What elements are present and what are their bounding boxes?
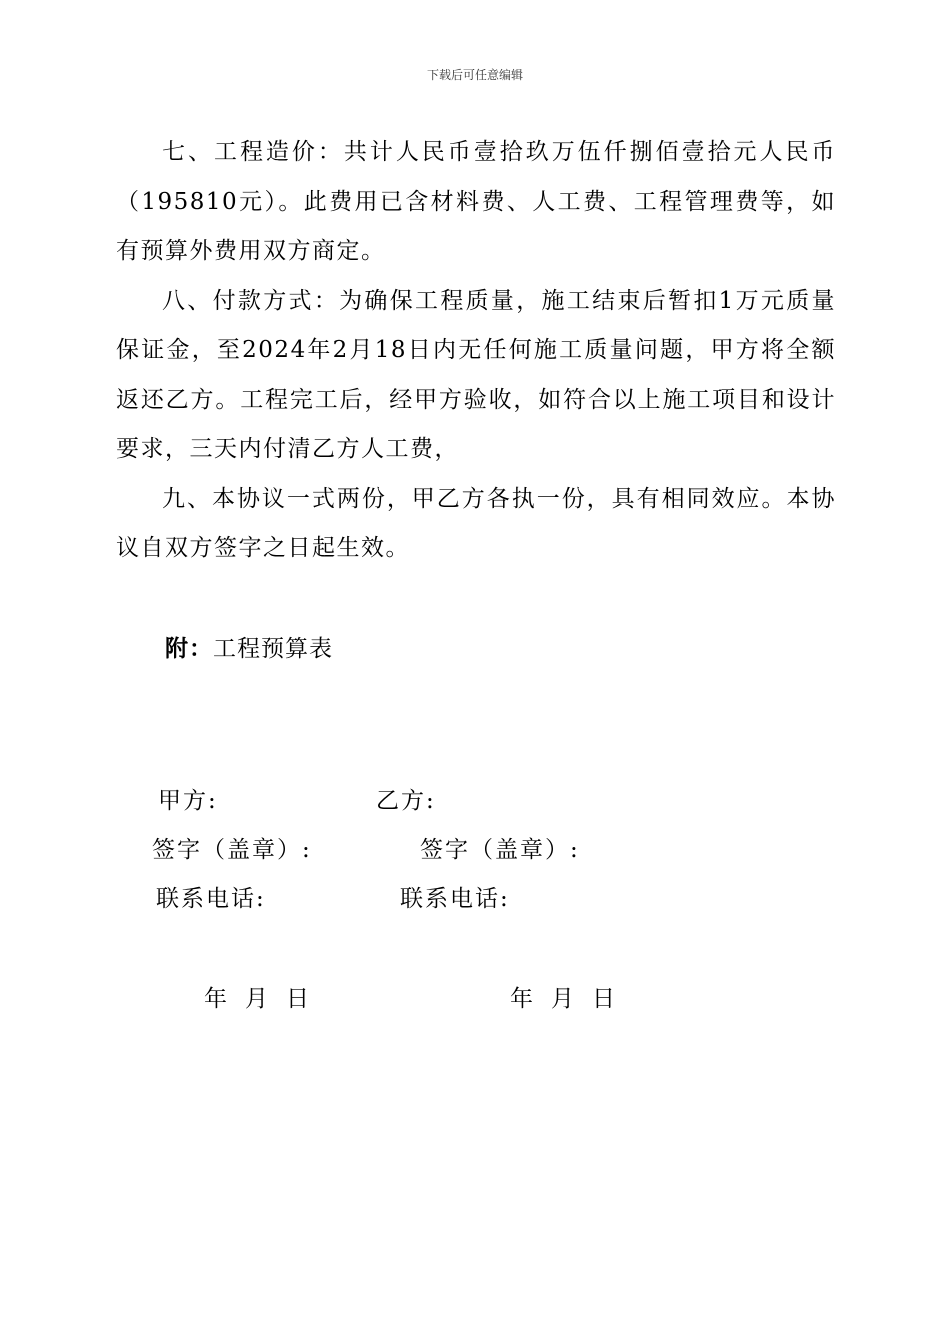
clause-eight-payment: 八、付款方式：为确保工程质量，施工结束后暂扣1万元质量保证金，至2024年2月18日内无任何施工质量问题，甲方将全额返还乙方。工程完工后，经甲方验收，如符合以上施工项目和设计要求，三天内付清乙方人工费， (116, 287, 836, 462)
clause-seven-price: 七、工程造价：共计人民币壹拾玖万伍仟捌佰壹拾元人民币（195810元）。此费用已含材料费、人工费、工程管理费等，如有预算外费用双方商定。 (116, 139, 836, 264)
party-b-sign-label: 签字（盖章）: (420, 837, 580, 863)
party-a-phone-label: 联系电话: (156, 886, 266, 912)
date-month-label: 月 (245, 986, 270, 1012)
attachment-label: 附： (165, 635, 213, 662)
party-a-label: 甲方: (158, 788, 218, 814)
date-day-label: 日 (592, 986, 617, 1012)
attachment-title: 工程预算表 (213, 636, 333, 662)
party-b-phone-label: 联系电话: (400, 886, 510, 912)
date-day-label: 日 (286, 986, 311, 1012)
contract-body (116, 128, 836, 574)
attachment-line (165, 630, 333, 663)
party-a-sign-label: 签字（盖章）: (152, 837, 312, 863)
date-month-label: 月 (551, 986, 576, 1012)
date-year-label: 年 (510, 986, 535, 1012)
clause-nine-validity: 九、本协议一式两份，甲乙方各执一份，具有相同效应。本协议自双方签字之日起生效。 (116, 485, 836, 561)
party-b-date (510, 980, 633, 1013)
header-note: 下载后可任意编辑 (426, 68, 523, 82)
party-a-date (204, 980, 327, 1013)
date-year-label: 年 (204, 986, 229, 1012)
party-b-label: 乙方: (376, 788, 436, 814)
